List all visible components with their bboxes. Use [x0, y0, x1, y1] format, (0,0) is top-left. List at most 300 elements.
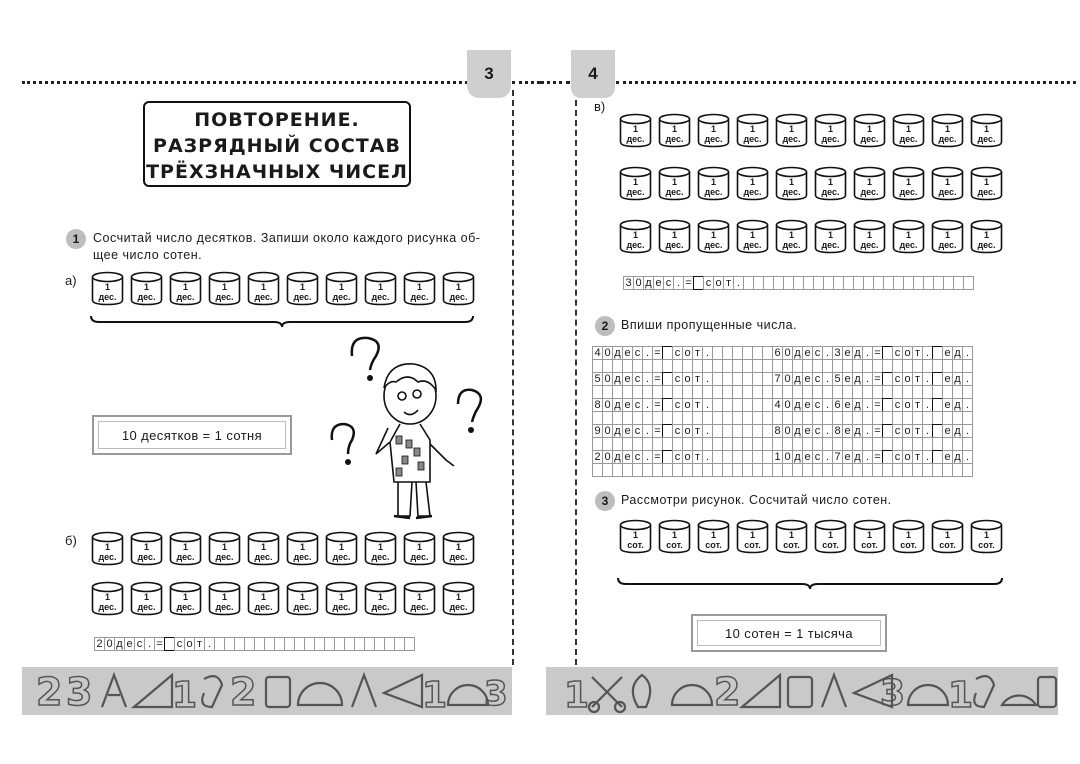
ten-jar: 1 дес. [853, 113, 886, 148]
info-text: 10 сотен = 1 тысяча [725, 625, 853, 641]
grid-cell: д [792, 424, 803, 438]
ten-jar: 1 дес. [169, 531, 202, 566]
grid-cell: . [642, 372, 653, 386]
grid-cell: с [134, 637, 145, 651]
grid-cell: . [642, 346, 653, 360]
grid-cell: 5 [592, 372, 603, 386]
grid-cell: о [682, 450, 693, 464]
svg-text:1: 1 [564, 675, 590, 715]
grid-cell: = [872, 346, 883, 360]
grid-cell: д [852, 398, 863, 412]
grid-cell: . [922, 346, 933, 360]
task-2-row [593, 424, 973, 438]
grid-cell: д [612, 424, 623, 438]
ten-jar: 1 дес. [403, 581, 436, 616]
hundred-jar: 1 сот. [658, 519, 691, 554]
grid-spacer-row [593, 359, 973, 373]
decorative-footer [546, 667, 1058, 715]
ten-jar: 1 дес. [325, 581, 358, 616]
hundred-jar: 1 сот. [697, 519, 730, 554]
grid-cell: с [892, 424, 903, 438]
ten-jar: 1 дес. [892, 219, 925, 254]
ten-jar: 1 дес. [442, 271, 475, 306]
title-line: ПОВТОРЕНИЕ. [194, 109, 360, 131]
grid-cell: . [733, 276, 744, 290]
grid-cell: е [942, 372, 953, 386]
grid-cell: 0 [602, 398, 613, 412]
hundred-jar: 1 сот. [892, 519, 925, 554]
grid-cell: о [682, 398, 693, 412]
grid-cell: е [842, 346, 853, 360]
ten-jar: 1 дес. [931, 166, 964, 201]
grid-cell: . [862, 424, 873, 438]
grid-cell [962, 385, 973, 399]
grid-cell: . [962, 450, 973, 464]
lesson-title [143, 101, 411, 187]
grid-spacer-row [593, 463, 973, 477]
grid-cell: 3 [623, 276, 634, 290]
svg-text:2: 2 [230, 670, 257, 714]
grid-cell: е [622, 424, 633, 438]
top-dotted-line [616, 81, 1076, 84]
grid-cell: = [154, 637, 165, 651]
ten-jar: 1 дес. [619, 219, 652, 254]
grid-cell: 0 [602, 346, 613, 360]
grid-cell: е [842, 424, 853, 438]
grid-cell: = [683, 276, 694, 290]
page-edge-line [512, 90, 514, 665]
grid-cell: . [702, 424, 713, 438]
ten-jar: 1 дес. [970, 166, 1003, 201]
grid-cell: с [672, 450, 683, 464]
grid-cell: д [952, 372, 963, 386]
grid-cell: с [892, 450, 903, 464]
ten-jar: 1 дес. [325, 271, 358, 306]
grid-spacer-row [593, 385, 973, 399]
grid-cell: 2 [94, 637, 105, 651]
grid-cell: с [812, 450, 823, 464]
grid-cell: . [862, 346, 873, 360]
top-dotted-line [22, 81, 468, 84]
ten-jar: 1 дес. [970, 113, 1003, 148]
ten-jar: 1 дес. [736, 166, 769, 201]
task-number-badge: 2 [595, 316, 615, 336]
grid-cell: о [902, 346, 913, 360]
grid-cell: = [652, 424, 663, 438]
grid-cell: . [204, 637, 215, 651]
grid-cell: . [642, 398, 653, 412]
task-2-row [593, 450, 973, 464]
grid-cell: о [682, 372, 693, 386]
svg-text:3: 3 [66, 670, 93, 714]
ten-jar: 1 дес. [364, 531, 397, 566]
ten-jar: 1 дес. [814, 166, 847, 201]
grid-cell: с [174, 637, 185, 651]
grid-cell: . [962, 372, 973, 386]
grid-cell: е [942, 450, 953, 464]
grid-cell: т [692, 424, 703, 438]
grid-cell: 6 [772, 346, 783, 360]
grid-cell: = [652, 372, 663, 386]
ten-jar: 1 дес. [286, 581, 319, 616]
grid-cell: д [852, 346, 863, 360]
grid-cell: 8 [832, 424, 843, 438]
ten-jar: 1 дес. [970, 219, 1003, 254]
grid-cell [404, 637, 415, 651]
grid-cell: е [622, 450, 633, 464]
grid-cell: . [673, 276, 684, 290]
grid-cell: е [622, 372, 633, 386]
grid-cell: . [862, 398, 873, 412]
ten-jar: 1 дес. [442, 531, 475, 566]
grid-cell: . [862, 450, 873, 464]
grid-cell: . [862, 372, 873, 386]
grid-cell: о [902, 372, 913, 386]
ten-jar: 1 дес. [208, 271, 241, 306]
curly-brace [89, 314, 475, 328]
ten-jar: 1 дес. [91, 271, 124, 306]
grid-cell: 0 [782, 398, 793, 412]
ten-jar: 1 дес. [286, 531, 319, 566]
grid-cell: = [872, 372, 883, 386]
grid-cell: с [812, 372, 823, 386]
right-page [540, 0, 1080, 764]
grid-cell: 8 [772, 424, 783, 438]
grid-cell: е [802, 450, 813, 464]
grid-cell: д [852, 424, 863, 438]
answer-line-b[interactable] [95, 637, 415, 651]
ten-jar: 1 дес. [697, 166, 730, 201]
grid-cell: е [942, 398, 953, 412]
grid-cell: т [912, 346, 923, 360]
grid-cell: с [892, 398, 903, 412]
grid-cell: = [872, 398, 883, 412]
top-dotted-line [540, 81, 570, 84]
part-label-b: б) [65, 533, 77, 548]
doodle-icons [22, 667, 512, 715]
page-number: 4 [588, 64, 598, 83]
grid-cell: д [952, 346, 963, 360]
part-label-v: в) [594, 99, 606, 114]
task-2-row [593, 398, 973, 412]
grid-cell: . [822, 424, 833, 438]
grid-cell: . [962, 424, 973, 438]
grid-cell: е [942, 346, 953, 360]
svg-text:1: 1 [422, 675, 448, 715]
svg-text:3: 3 [880, 673, 906, 714]
grid-cell: д [952, 424, 963, 438]
grid-cell: с [703, 276, 714, 290]
grid-cell: 5 [832, 372, 843, 386]
ten-jar: 1 дес. [658, 219, 691, 254]
info-text: 10 десятков = 1 сотня [121, 427, 263, 443]
jar-row-v1 [619, 113, 1003, 148]
jar-row-v2 [619, 166, 1003, 201]
grid-cell: е [802, 398, 813, 412]
page-number: 3 [484, 64, 494, 83]
ten-jar: 1 дес. [892, 113, 925, 148]
grid-cell: с [892, 346, 903, 360]
grid-cell: 7 [772, 372, 783, 386]
info-box [92, 415, 292, 455]
grid-cell: т [692, 398, 703, 412]
top-dotted-line [512, 81, 540, 84]
page-edge-line [575, 90, 577, 665]
grid-cell: с [632, 450, 643, 464]
ten-jar: 1 дес. [130, 271, 163, 306]
grid-cell: д [792, 450, 803, 464]
grid-cell: . [702, 450, 713, 464]
ten-jar: 1 дес. [247, 581, 280, 616]
grid-cell: д [612, 450, 623, 464]
ten-jar: 1 дес. [931, 113, 964, 148]
grid-cell: . [822, 398, 833, 412]
part-label-a: а) [65, 273, 77, 288]
ten-jar: 1 дес. [247, 531, 280, 566]
grid-cell: 0 [782, 450, 793, 464]
page-number-tab [571, 50, 615, 98]
ten-jar: 1 дес. [814, 219, 847, 254]
grid-cell: д [612, 372, 623, 386]
grid-cell: с [672, 372, 683, 386]
grid-cell: 0 [782, 372, 793, 386]
grid-cell: . [702, 398, 713, 412]
grid-cell: = [652, 450, 663, 464]
grid-cell: 0 [633, 276, 644, 290]
grid-cell: . [702, 372, 713, 386]
ten-jar: 1 дес. [130, 531, 163, 566]
answer-line-v[interactable] [624, 276, 974, 290]
grid-cell: т [723, 276, 734, 290]
hundred-jar: 1 сот. [619, 519, 652, 554]
ten-jar: 1 дес. [619, 113, 652, 148]
jar-row-b2 [91, 581, 475, 616]
grid-cell: 0 [104, 637, 115, 651]
grid-cell: с [632, 424, 643, 438]
grid-cell: . [922, 450, 933, 464]
curly-brace [616, 576, 1004, 590]
ten-jar: 1 дес. [853, 219, 886, 254]
grid-cell: . [702, 346, 713, 360]
ten-jar: 1 дес. [169, 271, 202, 306]
svg-text:2: 2 [36, 670, 63, 714]
grid-cell: о [902, 450, 913, 464]
hundred-jar: 1 сот. [775, 519, 808, 554]
ten-jar: 1 дес. [325, 531, 358, 566]
ten-jar: 1 дес. [91, 531, 124, 566]
grid-cell [962, 437, 973, 451]
grid-cell: е [842, 450, 853, 464]
ten-jar: 1 дес. [247, 271, 280, 306]
grid-cell: 0 [602, 372, 613, 386]
grid-cell: . [922, 424, 933, 438]
title-line: РАЗРЯДНЫЙ СОСТАВ [153, 135, 401, 157]
svg-text:2: 2 [714, 670, 741, 714]
grid-cell [963, 276, 974, 290]
grid-cell: = [872, 450, 883, 464]
ten-jar: 1 дес. [403, 271, 436, 306]
task-3-text: Рассмотри рисунок. Сосчитай число сотен. [621, 493, 892, 507]
grid-cell: т [912, 450, 923, 464]
ten-jar: 1 дес. [403, 531, 436, 566]
task-2-row [593, 346, 973, 360]
ten-jar: 1 дес. [658, 166, 691, 201]
page-number-tab [467, 50, 511, 98]
grid-cell: с [672, 346, 683, 360]
ten-jar: 1 дес. [619, 166, 652, 201]
grid-cell: с [632, 372, 643, 386]
grid-cell: т [692, 372, 703, 386]
grid-cell: с [672, 398, 683, 412]
hundred-jar: 1 сот. [814, 519, 847, 554]
hundred-jar: 1 сот. [970, 519, 1003, 554]
grid-cell: т [692, 450, 703, 464]
ten-jar: 1 дес. [169, 581, 202, 616]
grid-cell: т [912, 424, 923, 438]
grid-cell: 0 [602, 424, 613, 438]
grid-cell: д [952, 398, 963, 412]
grid-cell: е [622, 398, 633, 412]
svg-text:1: 1 [948, 675, 974, 715]
ten-jar: 1 дес. [364, 271, 397, 306]
grid-cell: . [962, 346, 973, 360]
grid-cell: . [642, 424, 653, 438]
jar-row-sot [619, 519, 1003, 554]
decorative-footer [22, 667, 512, 715]
ten-jar: 1 дес. [208, 531, 241, 566]
grid-cell: о [682, 346, 693, 360]
grid-cell: т [692, 346, 703, 360]
grid-cell: е [802, 424, 813, 438]
ten-jar: 1 дес. [775, 166, 808, 201]
ten-jar: 1 дес. [658, 113, 691, 148]
grid-cell: т [912, 372, 923, 386]
jar-row-a [91, 271, 475, 306]
grid-cell: с [672, 424, 683, 438]
grid-cell: 2 [592, 450, 603, 464]
doodle-icons [546, 667, 1058, 715]
grid-cell: 8 [592, 398, 603, 412]
ten-jar: 1 дес. [697, 219, 730, 254]
grid-spacer-row [593, 411, 973, 425]
grid-cell: д [952, 450, 963, 464]
grid-cell: о [184, 637, 195, 651]
hundred-jar: 1 сот. [853, 519, 886, 554]
grid-cell: е [942, 424, 953, 438]
grid-cell [962, 411, 973, 425]
grid-cell: . [962, 398, 973, 412]
jar-row-v3 [619, 219, 1003, 254]
grid-cell: е [124, 637, 135, 651]
grid-cell: с [663, 276, 674, 290]
svg-text:3: 3 [484, 674, 508, 714]
title-line: ТРЁХЗНАЧНЫХ ЧИСЕЛ [146, 161, 408, 183]
ten-jar: 1 дес. [286, 271, 319, 306]
ten-jar: 1 дес. [130, 581, 163, 616]
grid-cell: е [842, 398, 853, 412]
grid-cell: 4 [772, 398, 783, 412]
grid-cell: о [902, 398, 913, 412]
grid-cell: с [812, 424, 823, 438]
ten-jar: 1 дес. [697, 113, 730, 148]
grid-cell: . [922, 398, 933, 412]
grid-cell: д [792, 346, 803, 360]
ten-jar: 1 дес. [364, 581, 397, 616]
grid-cell: . [922, 372, 933, 386]
ten-jar: 1 дес. [208, 581, 241, 616]
grid-cell: 6 [832, 398, 843, 412]
task-2-text: Впиши пропущенные числа. [621, 318, 798, 332]
task-number-badge: 1 [66, 229, 86, 249]
grid-cell: т [194, 637, 205, 651]
boy-illustration [318, 332, 490, 522]
ten-jar: 1 дес. [442, 581, 475, 616]
ten-jar: 1 дес. [814, 113, 847, 148]
grid-cell: = [652, 398, 663, 412]
task-1-text: Сосчитай число десятков. Запиши около каждого рисунка об- щее число сотен. [93, 231, 481, 262]
ten-jar: 1 дес. [91, 581, 124, 616]
grid-cell: . [822, 346, 833, 360]
grid-cell: . [822, 372, 833, 386]
grid-cell: е [622, 346, 633, 360]
grid-cell: 0 [602, 450, 613, 464]
grid-cell: 3 [832, 346, 843, 360]
grid-cell: с [812, 398, 823, 412]
grid-cell: д [114, 637, 125, 651]
grid-cell: д [852, 372, 863, 386]
ten-jar: 1 дес. [736, 219, 769, 254]
grid-cell: д [852, 450, 863, 464]
grid-cell: . [144, 637, 155, 651]
ten-jar: 1 дес. [736, 113, 769, 148]
grid-cell: = [652, 346, 663, 360]
svg-text:1: 1 [172, 675, 198, 715]
grid-cell: 9 [592, 424, 603, 438]
grid-cell: е [842, 372, 853, 386]
grid-cell: е [802, 372, 813, 386]
grid-cell: 1 [772, 450, 783, 464]
grid-cell: с [812, 346, 823, 360]
grid-cell: д [612, 398, 623, 412]
grid-cell: о [682, 424, 693, 438]
jar-row-b1 [91, 531, 475, 566]
grid-cell: д [792, 398, 803, 412]
grid-cell: . [642, 450, 653, 464]
grid-cell: е [653, 276, 664, 290]
grid-cell: 0 [782, 346, 793, 360]
grid-cell: с [632, 346, 643, 360]
task-2-row [593, 372, 973, 386]
ten-jar: 1 дес. [892, 166, 925, 201]
grid-cell: о [902, 424, 913, 438]
grid-cell: т [912, 398, 923, 412]
grid-cell: с [632, 398, 643, 412]
ten-jar: 1 дес. [775, 113, 808, 148]
task-number-badge: 3 [595, 491, 615, 511]
info-box [691, 614, 887, 652]
grid-cell: д [643, 276, 654, 290]
grid-cell: 7 [832, 450, 843, 464]
ten-jar: 1 дес. [775, 219, 808, 254]
grid-cell: с [892, 372, 903, 386]
grid-cell: = [872, 424, 883, 438]
grid-cell: д [792, 372, 803, 386]
grid-cell [962, 463, 973, 477]
grid-cell: е [802, 346, 813, 360]
grid-cell: д [612, 346, 623, 360]
grid-cell [962, 359, 973, 373]
ten-jar: 1 дес. [853, 166, 886, 201]
